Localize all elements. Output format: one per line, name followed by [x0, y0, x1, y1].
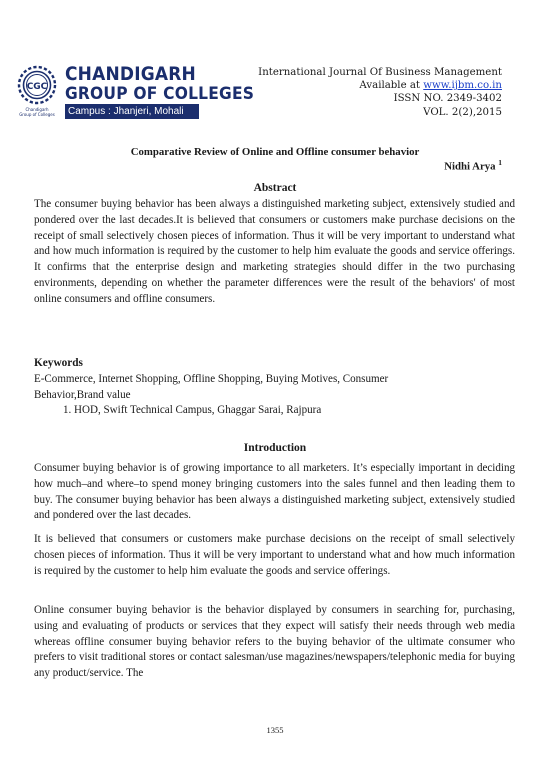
journal-url-link[interactable]: www.ijbm.co.in — [423, 80, 502, 92]
abstract-heading: Abstract — [253, 182, 297, 194]
journal-volume: VOL. 2(2),2015 — [423, 106, 502, 118]
keywords-text: E-Commerce, Internet Shopping, Offline Shopping, Buying Motives, Consumer Behavior,Brand value — [34, 373, 389, 401]
intro-paragraph-2: It is believed that consumers or customers make purchase decisions on the receipt of small selectively chosen pieces of information. Thus it will be very important to understand what and how much information is required by the customer to help him evaluate the goods and service offerings. — [34, 533, 515, 577]
logo-line-1: CHANDIGARH — [65, 64, 196, 86]
author-affiliation: 1. HOD, Swift Technical Campus, Ghaggar Sarai, Rajpura — [63, 404, 322, 416]
author-line — [444, 158, 502, 173]
introduction-heading: Introduction — [243, 442, 307, 454]
logo-line-2: GROUP OF COLLEGES — [65, 84, 255, 104]
journal-name: International Journal Of Business Management — [258, 67, 502, 78]
page-number: 1355 — [266, 725, 284, 735]
logo-campus: Campus : Jhanjeri, Mohali — [65, 104, 199, 119]
available-prefix: Available at — [359, 80, 424, 92]
author-name: Nidhi Arya — [444, 160, 496, 173]
cgc-emblem-icon — [15, 64, 59, 120]
journal-header — [258, 66, 502, 119]
emblem-text: CGC — [26, 82, 48, 92]
author-superscript: 1 — [498, 158, 502, 167]
keywords-heading: Keywords — [34, 357, 83, 369]
paper-title: Comparative Review of Online and Offline consumer behavior — [130, 146, 420, 158]
abstract-text: The consumer buying behavior has been always a distinguished marketing subject, extensively studied and pondered over the last decades.It is believed that consumers or customers make purchase decisions on the receipt of small selectively chosen pieces of information. Thus it will be very important to understand what and how much information is required by the customer to help him evaluate the goods and service offerings. It confirms that the enterprise design and marketing strategies should differ in the two purchasing environments, depending on whether the parameter differences were the result of the behaviors' of most online consumers and offline consumers. — [34, 198, 515, 305]
journal-availability — [258, 79, 502, 92]
svg-text:Chandigarh: Chandigarh — [25, 107, 49, 112]
intro-paragraph-1: Consumer buying behavior is of growing importance to all marketers. It’s especially important in deciding how much–and where–to spend money bringing customers into the sales funnel and then leading them to buy. The consumer buying behavior has been always a distinguished marketing subject, extensively studied and pondered over the last decades. — [34, 462, 515, 522]
college-logo — [13, 62, 255, 122]
intro-paragraph-3: Online consumer buying behavior is the behavior displayed by consumers in searching for, purchasing, using and evaluating of products or services that they expect will satisfy their needs through web media whereas offline consumer buying behavior refers to the buying behavior of the ultimate consumer who prefers to visit traditional stores or contact salesman/use magazines/newspapers/telephonic media for buying any product/service. The — [34, 604, 515, 680]
svg-text:Group of Colleges: Group of Colleges — [19, 112, 55, 117]
journal-issn: ISSN NO. 2349-3402 — [393, 93, 502, 105]
